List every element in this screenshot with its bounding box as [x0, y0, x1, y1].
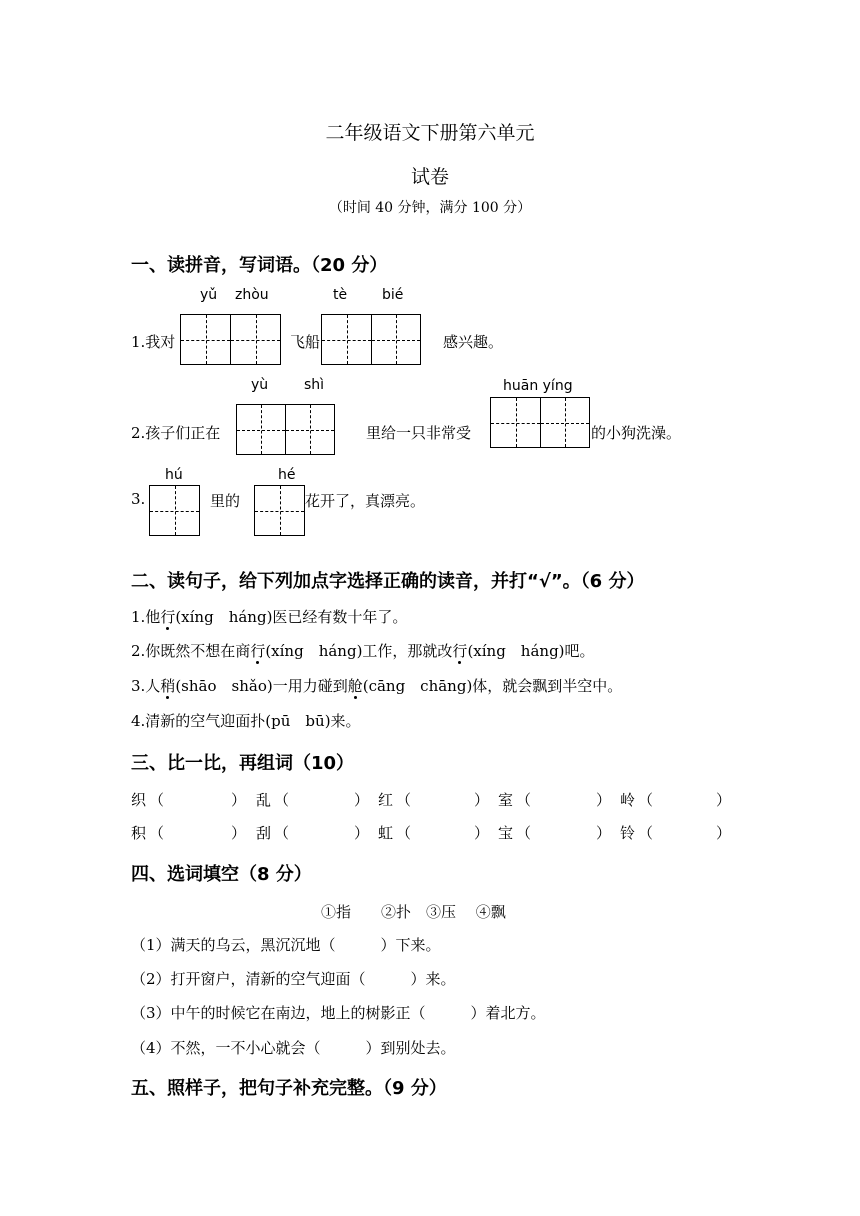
paren: ） [716, 824, 732, 842]
writing-box[interactable] [285, 404, 335, 455]
pinyin: yù [251, 377, 269, 393]
question-line: 2.你既然不想在商行(xíng háng)工作，那就改行(xíng háng)吧。 [131, 642, 595, 660]
question-line: 1.他行(xíng háng)医已经有数十年了。 [131, 608, 408, 626]
question-text: 2.孩子们正在 [131, 424, 221, 442]
char: 刮 [256, 824, 272, 842]
writing-box[interactable] [230, 314, 281, 365]
paren: （ [149, 791, 165, 809]
paren: （ [396, 791, 412, 809]
section-3-heading: 三、比一比，再组词（10） [131, 753, 355, 774]
paren: ） [231, 824, 247, 842]
question-text: 1.我对 [131, 333, 176, 351]
question-text: 的小狗洗澡。 [591, 424, 682, 442]
question-text: 3. [131, 490, 146, 508]
writing-box[interactable] [321, 314, 372, 365]
char: 铃 [620, 824, 636, 842]
writing-box[interactable] [540, 397, 590, 448]
paren: （ [396, 824, 412, 842]
paren: ） [474, 824, 490, 842]
question-text: 里给一只非常受 [366, 424, 472, 442]
char: 宝 [498, 824, 514, 842]
char: 室 [498, 791, 514, 809]
pinyin: yǔ [200, 287, 218, 303]
paren: （ [638, 824, 654, 842]
question-text: 里的 [210, 492, 241, 510]
writing-box[interactable] [490, 397, 541, 448]
question-line: （1）满天的乌云，黑沉沉地（ ）下来。 [131, 936, 441, 954]
question-line: 4.清新的空气迎面扑(pū bū)来。 [131, 712, 361, 730]
dotted-character: 舱 [347, 677, 363, 695]
dotted-character: 行 [250, 642, 266, 660]
question-line: （3）中午的时候它在南边，地上的树影正（ ）着北方。 [131, 1004, 546, 1022]
paren: ） [354, 824, 370, 842]
paren: ） [596, 824, 612, 842]
paren: （ [274, 824, 290, 842]
section-2-heading: 二、读句子，给下列加点字选择正确的读音，并打“√”。（6 分） [131, 571, 645, 592]
section-5-heading: 五、照样子，把句子补充完整。（9 分） [131, 1078, 447, 1099]
char: 虹 [378, 824, 394, 842]
question-line: 3.人稍(shāo shǎo)一用力碰到舱(cāng chāng)体，就会飘到半空中。 [131, 677, 623, 695]
char: 乱 [256, 791, 272, 809]
paren: ） [354, 791, 370, 809]
paren: ） [596, 791, 612, 809]
pinyin: hú [165, 467, 183, 483]
question-text: 花开了，真漂亮。 [305, 492, 426, 510]
paren: （ [638, 791, 654, 809]
paren: （ [274, 791, 290, 809]
paren: ） [474, 791, 490, 809]
paren: ） [231, 791, 247, 809]
writing-box[interactable] [149, 485, 200, 536]
section-1-heading: 一、读拼音，写词语。（20 分） [131, 255, 388, 276]
pinyin: huān yíng [503, 378, 573, 394]
writing-box[interactable] [180, 314, 231, 365]
dotted-character: 行 [452, 642, 468, 660]
dotted-character: 行 [160, 608, 176, 626]
paren: （ [516, 791, 532, 809]
question-text: 感兴趣。 [443, 333, 504, 351]
writing-box[interactable] [371, 314, 421, 365]
pinyin: zhòu [235, 287, 269, 303]
char: 红 [378, 791, 394, 809]
question-line: （4）不然，一不小心就会（ ）到别处去。 [131, 1039, 456, 1057]
pinyin: tè [333, 287, 348, 303]
char: 织 [131, 791, 147, 809]
paren: ） [716, 791, 732, 809]
page-title: 二年级语文下册第六单元 [325, 122, 535, 144]
char: 积 [131, 824, 147, 842]
question-text: 飞船 [290, 333, 321, 351]
pinyin: shì [304, 377, 325, 393]
question-line: （2）打开窗户，清新的空气迎面（ ）来。 [131, 970, 456, 988]
section-4-heading: 四、选词填空（8 分） [131, 864, 312, 885]
paren: （ [149, 824, 165, 842]
writing-box[interactable] [254, 485, 305, 536]
writing-box[interactable] [236, 404, 286, 455]
paren: （ [516, 824, 532, 842]
page-subtitle: 试卷 [410, 166, 449, 188]
char: 岭 [620, 791, 636, 809]
dotted-character: 稍 [160, 677, 176, 695]
pinyin: bié [382, 287, 404, 303]
word-options: ①指 ②扑 ③压 ④飘 [321, 903, 506, 921]
pinyin: hé [278, 467, 296, 483]
time-note: （时间 40 分钟，满分 100 分） [328, 200, 532, 216]
